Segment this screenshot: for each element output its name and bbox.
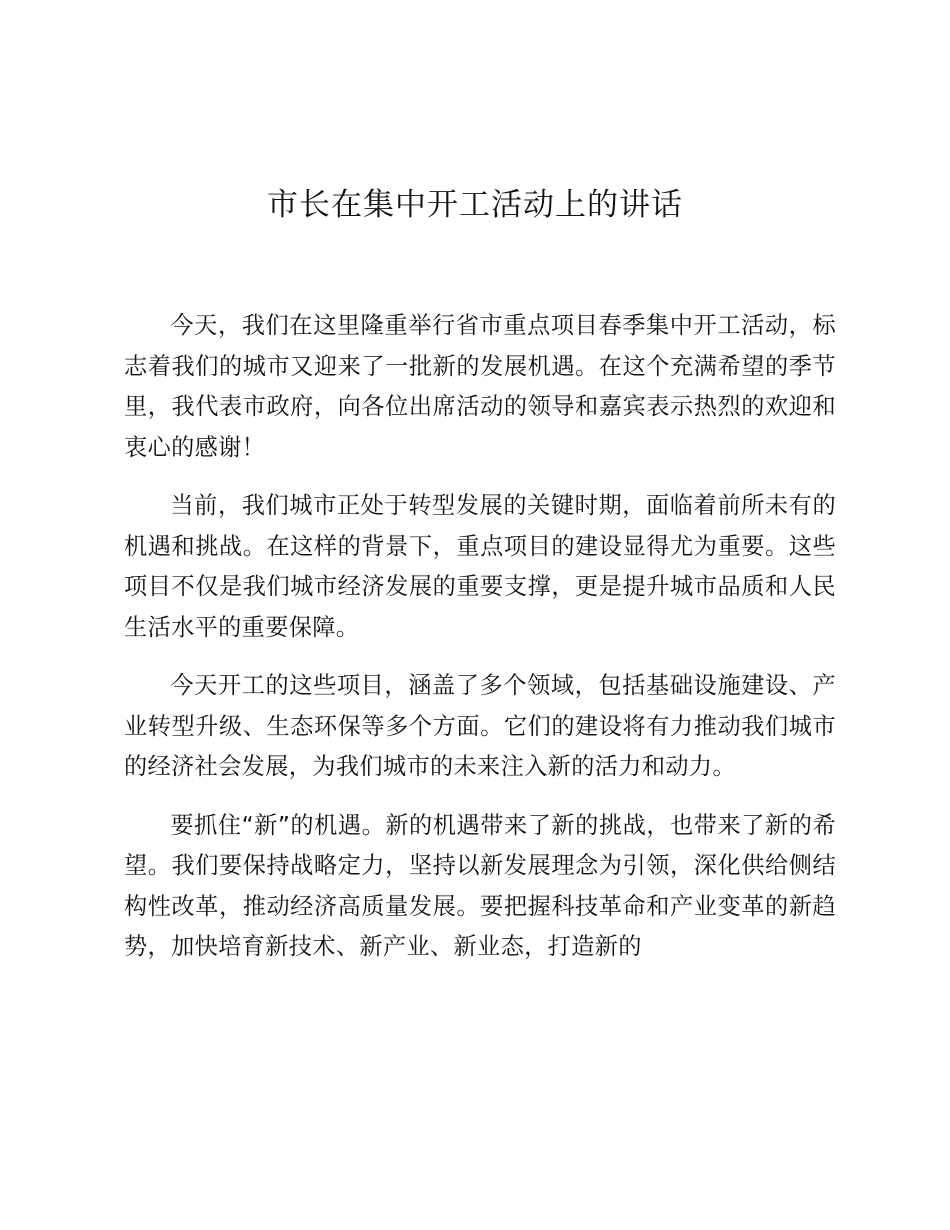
paragraph-1: 今天，我们在这里隆重举行省市重点项目春季集中开工活动，标志着我们的城市又迎来了一批新的发展机遇。在这个充满希望的季节里，我代表市政府，向各位出席活动的领导和嘉宾表示热烈的欢迎和衷心的感谢！ xyxy=(124,312,836,461)
paragraph-2: 当前，我们城市正处于转型发展的关键时期，面临着前所未有的机遇和挑战。在这样的背景下，重点项目的建设显得尤为重要。这些项目不仅是我们城市经济发展的重要支撑，更是提升城市品质和人民生活水平的重要保障。 xyxy=(124,492,836,641)
document-body xyxy=(124,306,836,986)
document-title: 市长在集中开工活动上的讲话 xyxy=(267,187,683,223)
paragraph-4: 要抓住“新”的机遇。新的机遇带来了新的挑战，也带来了新的希望。我们要保持战略定力，坚持以新发展理念为引领，深化供给侧结构性改革，推动经济高质量发展。要把握科技革命和产业变革的新趋势，加快培育新技术、新产业、新业态，打造新的 xyxy=(124,811,836,960)
paragraph-3: 今天开工的这些项目，涵盖了多个领域，包括基础设施建设、产业转型升级、生态环保等多个方面。它们的建设将有力推动我们城市的经济社会发展，为我们城市的未来注入新的活力和动力。 xyxy=(124,672,836,780)
